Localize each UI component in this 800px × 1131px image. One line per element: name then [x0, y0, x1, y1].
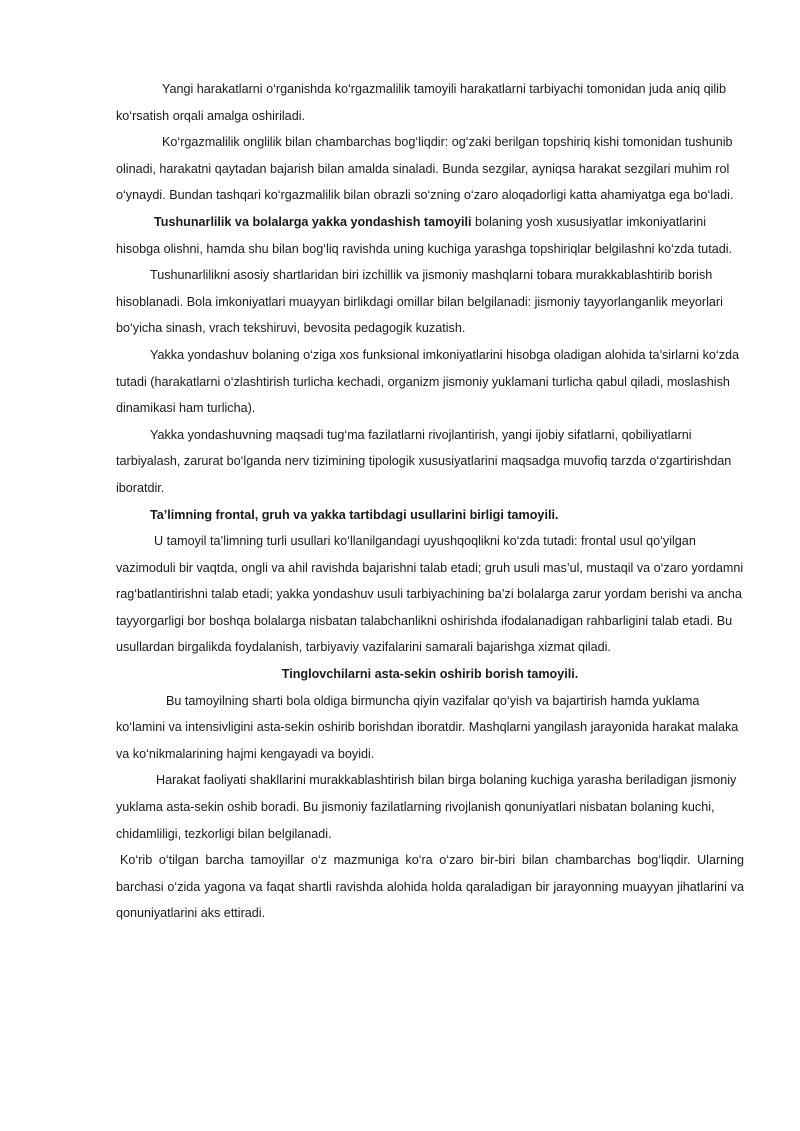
section-heading-1: Ta’limning frontal, gruh va yakka tartibdagi usullarini birligi tamoyili. — [150, 507, 559, 522]
section-heading-2: Tinglovchilarni asta-sekin oshirib borish tamoyili. — [281, 667, 579, 682]
paragraph-3 — [116, 209, 744, 262]
paragraph-7: U tamoyil ta’limning turli usullari ko‘llanilgandagi uyushqoqlikni ko‘zda tutadi: frontal usul qo‘yilgan vazimoduli bir vaqtda, ongli va ahil ravishda bajarishni talab etadi; gruh usuli mas’ul, mustaqil va o‘zaro yordamni rag‘batlantirishni talab etadi; yakka yondashuv usuli tarbiyachining ba’zi bolalarga zarur yordam berishi va ancha tayyorgarligi bor boshqa bolalarga nisbatan talabchanlikni oshirishda ifodalanadigan rahbarligini talab etadi. Bu usullardan birgalikda foydalanish, tarbiyaviy vazifalarini samarali bajarishga xizmat qiladi. — [116, 534, 744, 655]
paragraph-10: Ko‘rib o‘tilgan barcha tamoyillar o‘z mazmuniga ko‘ra o‘zaro bir-biri bilan chambarchas bog‘liqdir. Ularning barchasi o‘zida yagona va faqat shartli ravishda alohida holda qaraladigan bir jarayonning muayyan jihatlarini va qonuniyatlarini aks ettiradi. — [116, 853, 744, 921]
paragraph-2: Ko‘rgazmalilik onglilik bilan chambarchas bog‘liqdir: og‘zaki berilgan topshiriq kishi tomonidan tushunib olinadi, harakatni qaytadan bajarish bilan amalda sinaladi. Bunda sezgilar, ayniqsa harakat sezgilari muhim rol o‘ynaydi. Bundan tashqari ko‘rgazmalilik bilan obrazli so‘zning o‘zaro aloqadorligi katta ahamiyatga ega bo‘ladi. — [116, 135, 734, 203]
paragraph-5: Yakka yondashuv bolaning o‘ziga xos funksional imkoniyatlarini hisobga oladigan alohida ta’sirlarni ko‘zda tutadi (harakatlarni o‘zlashtirish turlicha kechadi, organizm jismoniy yuklamani turlicha qabul qiladi, moslashish dinamikasi ham turlicha). — [116, 347, 740, 416]
paragraph-1: Yangi harakatlarni o‘rganishda ko‘rgazmalilik tamoyili harakatlarni tarbiyachi tomonidan juda aniq qilib ko‘rsatish orqali amalga oshiriladi. — [116, 82, 726, 123]
paragraph-8: Bu tamoyilning sharti bola oldiga birmuncha qiyin vazifalar qo‘yish va bajartirish hamda yuklama ko‘lamini va intensivligini asta-sekin oshirib borishdan iboratdir. Mashqlarni yangilash jarayonida harakat malaka va ko‘nikmalarining hajmi kengayadi va boyidi. — [116, 693, 739, 761]
paragraph-9: Harakat faoliyati shakllarini murakkablashtirish bilan birga bolaning kuchiga yarasha beriladigan jismoniy yuklama asta-sekin oshib boradi. Bu jismoniy fazilatlarning rivojlanish qonuniyatlari nisbatan bolaning kuchi, chidamliligi, tezkorligi bilan belgilanadi. — [116, 773, 737, 841]
paragraph-6: Yakka yondashuvning maqsadi tug‘ma fazilatlarni rivojlantirish, yangi ijobiy sifatlarni, qobiliyatlarni tarbiyalash, zarurat bo‘lganda nerv tizimining tipologik xususiyatlarini maqsadga muvofiq tarzda o‘zgartirishdan iboratdir. — [116, 427, 732, 495]
paragraph-3-body: bolaning yosh xususiyatlar imkoniyatlarini hisobga olishni, hamda shu bilan bog‘liq ravishda uning kuchiga yarashga topshiriqlar belgilashni ko‘zda tutadi. — [116, 214, 733, 256]
document-page — [116, 76, 744, 927]
paragraph-3-heading: Tushunarlilik va bolalarga yakka yondashish tamoyili — [154, 214, 472, 229]
paragraph-4: Tushunarlilikni asosiy shartlaridan biri izchillik va jismoniy mashqlarni tobara murakkablashtirib borish hisoblanadi. Bola imkoniyatlari muayyan birlikdagi omillar bilan belgilanadi: jismoniy tayyorlanganlik meyorlari bo‘yicha sinash, vrach tekshiruvi, bevosita pedagogik kuzatish. — [116, 268, 723, 336]
